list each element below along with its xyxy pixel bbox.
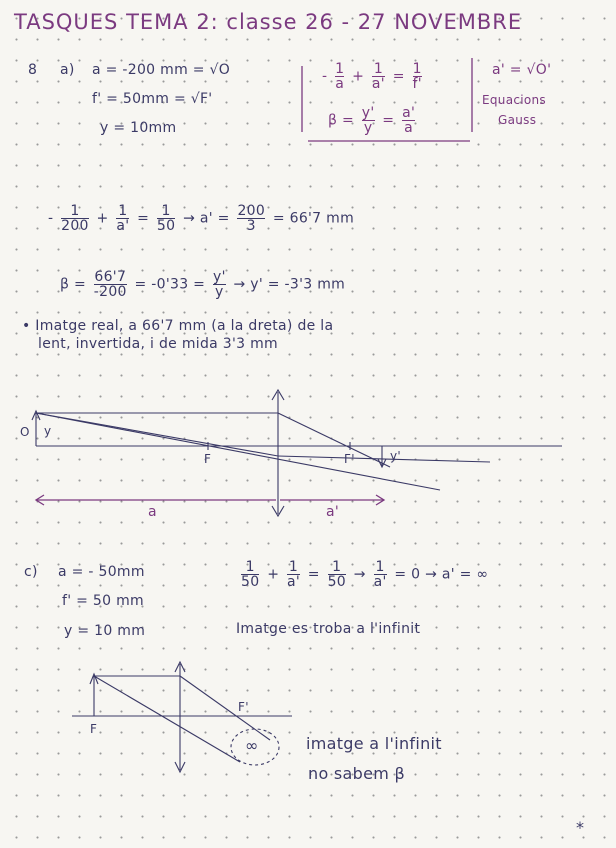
diagram1-label-f2: F' (344, 452, 355, 466)
diagram2-label-f: F (90, 722, 98, 736)
calc-beta-mid: = -0'33 = (134, 276, 206, 293)
beta-eq-prefix: β = (328, 112, 355, 129)
calc-lens-sign: - (48, 210, 54, 227)
ray-focal-1 (36, 413, 278, 456)
calc-lens-arrow: → a' = (183, 210, 230, 227)
diagram1-label-y2: y' (390, 449, 402, 463)
part-c-given-a: a = - 50mm (58, 564, 145, 580)
ray-center-2 (94, 676, 240, 762)
infinity-symbol: ∞ (245, 736, 259, 755)
part-c-eq-tail: = 0 → a' = ∞ (394, 566, 489, 583)
lens-eq-plus: + (352, 68, 365, 85)
given-y: y = 10mm (100, 120, 177, 136)
lens-eq-term-1: $\frac{1}{a}$ (335, 61, 345, 92)
part-c-equation (238, 560, 488, 589)
lens-eq-term-3: $\frac{1}{f'}$ (412, 61, 422, 92)
ray-center-1 (36, 413, 440, 490)
diagram1-label-a2: a' (326, 504, 340, 520)
calc-beta-term-1: $\frac{66'7}{-200}$ (93, 269, 127, 300)
calc-lens-result-tail: = 66'7 mm (272, 210, 355, 227)
given-f: f' = 50mm = √F' (92, 91, 213, 107)
part-c-eq-arrow: → (353, 566, 366, 583)
part-c-note: Imatge es troba a l'infinit (236, 621, 421, 637)
conclusion-line-2: lent, invertida, i de mida 3'3 mm (38, 336, 278, 352)
calc-beta-tail: → y' = -3'3 mm (233, 276, 346, 293)
corner-mark: * (576, 818, 585, 837)
part-c-label: c) (24, 564, 38, 580)
part-c-eq-term-3: $\frac{1}{50}$ (327, 559, 346, 590)
beta-eq-equals: = (382, 112, 395, 129)
ray-refracted-2 (180, 676, 270, 740)
lens-eq-term-2: $\frac{1}{a'}$ (371, 61, 385, 92)
part-c-given-f: f' = 50 mm (62, 593, 144, 609)
calc-beta-term-2: $\frac{y'}{y}$ (212, 269, 226, 300)
problem-number: 8 (28, 62, 38, 78)
diagram1-label-o: O (20, 425, 30, 439)
diagram1-label-a: a (148, 504, 157, 520)
side-label-gauss: Gauss (498, 113, 537, 127)
part-c-eq-equals: = (307, 566, 320, 583)
diagram1-label-f: F (204, 452, 212, 466)
diagram2-note-1: imatge a l'infinit (306, 734, 442, 753)
part-a-label: a) (60, 62, 75, 78)
equations-box-frame (302, 58, 472, 141)
part-c-eq-term-4: $\frac{1}{a'}$ (373, 559, 387, 590)
calc-lens-term-2: $\frac{1}{a'}$ (116, 203, 130, 234)
calc-lens-plus: + (96, 210, 109, 227)
beta-eq-term-2: $\frac{a'}{a}$ (402, 105, 416, 136)
diagram1-label-y: y (44, 424, 52, 438)
calc-lens-result: $\frac{200}{3}$ (237, 203, 266, 234)
calc-lens-term-1: $\frac{1}{200}$ (61, 203, 89, 234)
diagram2-note-2: no sabem β (308, 764, 406, 783)
part-c-eq-plus: + (267, 566, 280, 583)
calc-lens-term-3: $\frac{1}{50}$ (156, 203, 176, 234)
part-c-given-y: y = 10 mm (64, 623, 146, 639)
ray-focal-out-1 (278, 456, 490, 462)
lens-eq-sign: - (322, 68, 328, 85)
side-note: a' = √O' (492, 62, 552, 78)
diagram2-label-f2: F' (238, 700, 249, 714)
lens-eq-equals: = (392, 68, 405, 85)
part-c-eq-term-2: $\frac{1}{a'}$ (286, 559, 301, 590)
calc-lens-equals: = (137, 210, 150, 227)
page-title: TASQUES TEMA 2: classe 26 - 27 NOVEMBRE (14, 10, 523, 34)
calc-beta-prefix: β = (60, 276, 87, 293)
side-label-equacions: Equacions (482, 93, 546, 107)
beta-eq-term-1: $\frac{y'}{y}$ (361, 105, 375, 136)
given-a: a = -200 mm = √O (92, 62, 231, 78)
conclusion-line-1: • Imatge real, a 66'7 mm (a la dreta) de la (22, 318, 334, 334)
part-c-eq-term-1: $\frac{1}{50}$ (241, 559, 260, 590)
